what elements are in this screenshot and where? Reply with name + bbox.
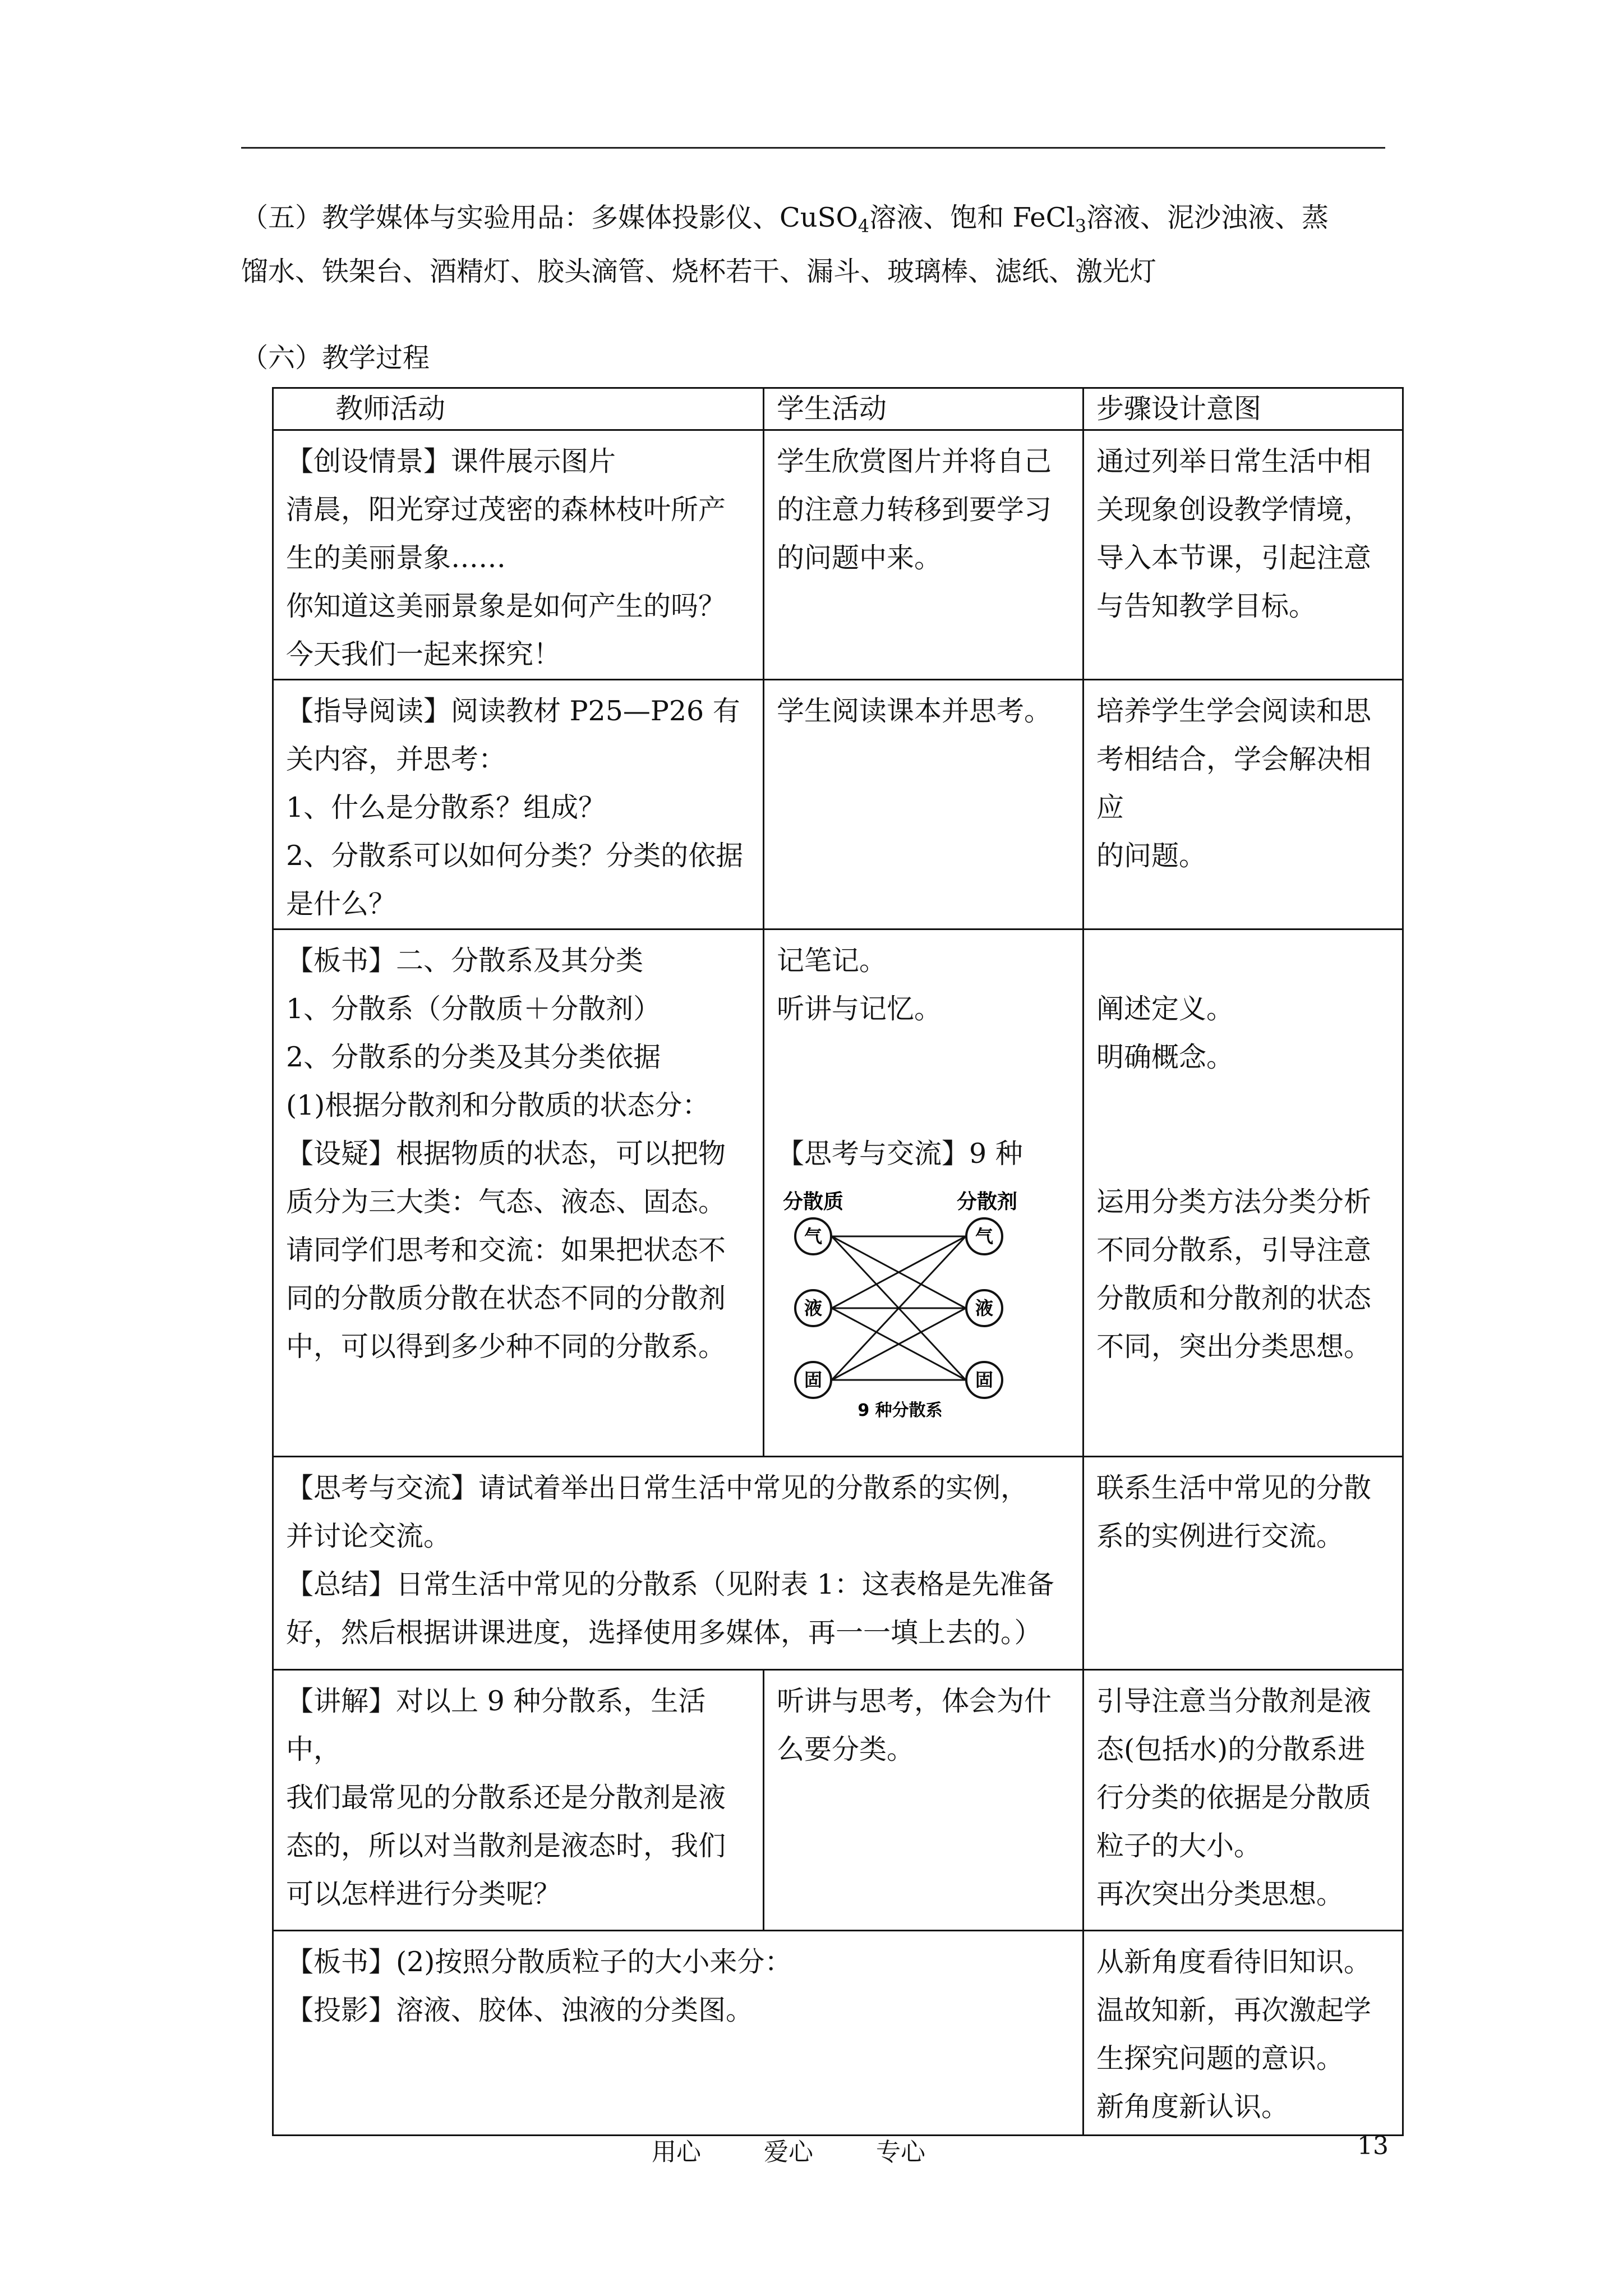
header-teacher: 教师活动	[273, 388, 764, 430]
intent-cell: 培养学生学会阅读和思 考相结合，学会解决相应 的问题。	[1083, 680, 1403, 930]
table-row	[273, 430, 1403, 680]
header-intent: 步骤设计意图	[1083, 388, 1403, 430]
diagram-right-title: 分散剂	[956, 1190, 1018, 1213]
header-student: 学生活动	[764, 388, 1083, 430]
student-cell: 学生阅读课本并思考。	[764, 680, 1083, 930]
student-cell: 记笔记。 听讲与记忆。 【思考与交流】9 种 分散质 分散剂 气 液 固 气 液 固 9 种分散系	[764, 930, 1083, 1457]
header-rule	[241, 147, 1385, 149]
subscript-4: 4	[857, 215, 870, 237]
right-label-solid: 固	[975, 1369, 994, 1391]
teacher-cell: 【讲解】对以上 9 种分散系，生活中， 我们最常见的分散系还是分散剂是液 态的，所以对当散剂是液态时，我们 可以怎样进行分类呢？	[273, 1670, 764, 1931]
table-row	[273, 1457, 1403, 1670]
right-label-gas: 气	[975, 1226, 994, 1247]
left-label-liquid: 液	[804, 1297, 823, 1319]
table-row	[273, 930, 1403, 1457]
teacher-cell-wide: 【思考与交流】请试着举出日常生活中常见的分散系的实例， 并讨论交流。 【总结】日常生活中常见的分散系（见附表 1：这表格是先准备 好，然后根据讲课进度，选择使用多媒体，再一一填上去的。）	[273, 1457, 1083, 1670]
media-text-line2: 馏水、铁架台、酒精灯、胶头滴管、烧杯若干、漏斗、玻璃棒、滤纸、激光灯	[241, 256, 1157, 287]
subscript-3: 3	[1075, 215, 1087, 237]
intent-cell: 通过列举日常生活中相 关现象创设教学情境， 导入本节课，引起注意 与告知教学目标。	[1083, 430, 1403, 680]
table-row	[273, 680, 1403, 930]
student-cell: 学生欣赏图片并将自己 的注意力转移到要学习 的问题中来。	[764, 430, 1083, 680]
teacher-cell: 【板书】二、分散系及其分类 1、分散系（分散质＋分散剂） 2、分散系的分类及其分类依据 (1)根据分散剂和分散质的状态分： 【设疑】根据物质的状态，可以把物 质分为三大类：气态、液态、固态。 请同学们思考和交流：如果把状态不 同的分散质分散在状态不同的分散剂 中，可以得到多少种不同的分散系。	[273, 930, 764, 1457]
right-label-liquid: 液	[975, 1297, 994, 1319]
media-text-3: 溶液、泥沙浊液、蒸	[1086, 202, 1329, 233]
footer-motto-1: 用心	[652, 2138, 701, 2166]
page-number: 13	[1357, 2132, 1389, 2160]
student-cell: 听讲与思考，体会为什 么要分类。	[764, 1670, 1083, 1931]
intent-cell: 从新角度看待旧知识。 温故知新，再次激起学 生探究问题的意识。 新角度新认识。	[1083, 1931, 1403, 2136]
left-label-gas: 气	[804, 1226, 823, 1247]
left-label-solid: 固	[804, 1369, 823, 1391]
intent-cell: 联系生活中常见的分散 系的实例进行交流。	[1083, 1457, 1403, 1670]
footer-motto-2: 爱心	[764, 2138, 813, 2166]
table-row	[273, 1670, 1403, 1931]
teacher-cell: 【指导阅读】阅读教材 P25—P26 有 关内容，并思考： 1、什么是分散系？组成？ 2、分散系可以如何分类？分类的依据 是什么？	[273, 680, 764, 930]
diagram-connection-lines	[832, 1236, 966, 1380]
intent-cell: 引导注意当分散剂是液 态(包括水)的分散系进 行分类的依据是分散质 粒子的大小。 再次突出分类思想。	[1083, 1670, 1403, 1931]
dispersion-system-diagram	[777, 1186, 1040, 1421]
diagram-left-title: 分散质	[782, 1190, 844, 1213]
process-heading: （六）教学过程	[241, 342, 430, 374]
footer-motto-3: 专心	[876, 2138, 925, 2166]
table-header-row	[273, 388, 1403, 430]
media-text-2: 溶液、饱和 FeCl	[869, 202, 1075, 233]
teacher-cell: 【创设情景】课件展示图片 清晨，阳光穿过茂密的森林枝叶所产 生的美丽景象…… 你知道这美丽景象是如何产生的吗？ 今天我们一起来探究！	[273, 430, 764, 680]
diagram-caption: 9 种分散系	[857, 1401, 943, 1420]
table-row	[273, 1931, 1403, 2136]
teacher-cell-wide: 【板书】(2)按照分散质粒子的大小来分： 【投影】溶液、胶体、浊液的分类图。	[273, 1931, 1083, 2136]
media-text-1: （五）教学媒体与实验用品：多媒体投影仪、CuSO	[241, 202, 858, 233]
teaching-process-table	[272, 387, 1404, 2136]
intent-cell: 阐述定义。 明确概念。 运用分类方法分类分析 不同分散系，引导注意 分散质和分散剂的状态 不同，突出分类思想。	[1083, 930, 1403, 1457]
media-paragraph	[241, 191, 1391, 298]
